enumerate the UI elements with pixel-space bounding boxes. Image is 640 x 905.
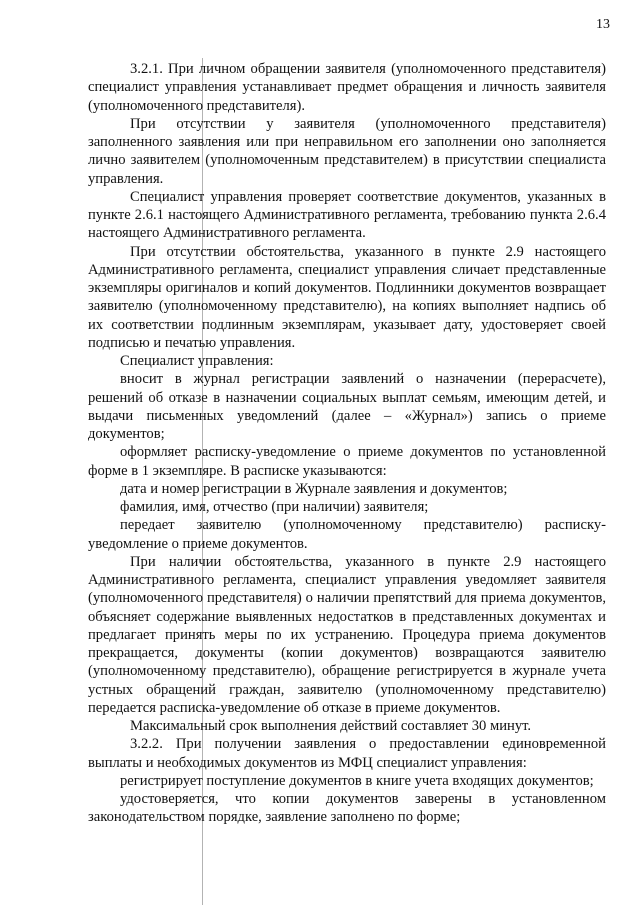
list-item-full-name: фамилия, имя, отчество (при наличии) заявителя; [120,499,429,515]
paragraph-obstacle: При наличии обстоятельства, указанного в пункте 2.9 настоящего Административного регламента, специалист управления уведомляет заявителя (уполномоченного представителя) о наличии препятствий для приема документов, объясняет содержание выявленных недостатков в представленных документах и предлагает принять меры по их устранению. Процедура приема документов прекращается, документы (копии документов) возвращаются заявителю (уполномоченному представителю), обращение регистрируется в журнале учета устных обращений граждан, заявителю (уполномоченному представителю) передается расписка-уведомление об отказе в приеме документов. [88,553,606,716]
list-item-verify-copies: удостоверяется, что копии документов заверены в установленном законодательством порядке, заявление заполнено по форме; [88,791,606,826]
paragraph-compare-originals: При отсутствии обстоятельства, указанного в пункте 2.9 настоящего Административного регламента, специалист управления сличает представленные экземпляры оригиналов и копий документов. Подлинники документов возвращает заявителю (уполномоченному представителю), на копиях выполняет надпись об их соответствии подлинным экземплярам, указывает дату, удостоверяет своей подписью и печатью управления. [88,243,606,351]
list-item-register-incoming: регистрирует поступление документов в книге учета входящих документов; [120,772,594,789]
paragraph-3-2-2: 3.2.2. При получении заявления о предоставлении единовременной выплаты и необходимых документов из МФЦ специалист управления: [88,736,606,771]
paragraph-3-2-1: 3.2.1. При личном обращении заявителя (уполномоченного представителя) специалист управления устанавливает предмет обращения и личность заявителя (уполномоченного представителя). [88,61,606,114]
list-item-journal-entry: вносит в журнал регистрации заявлений о назначении (перерасчете), решений об отказе в назначении социальных выплат семьям, имеющим детей, и выдачи письменных уведомлений (далее – «Журнал») запись о приеме документов; [88,371,606,442]
page-number: 13 [596,17,610,32]
paragraph-specialist-heading: Специалист управления: [120,353,274,369]
paragraph-max-time: Максимальный срок выполнения действий составляет 30 минут. [130,718,532,734]
paragraph-document-check: Специалист управления проверяет соответствие документов, указанных в пункте 2.6.1 настоящего Административного регламента, требованию пункта 2.6.4 настоящего Административного регламента. [88,188,606,242]
paragraph-absent-application: При отсутствии у заявителя (уполномоченного представителя) заполненного заявления или при неправильном его заполнении оно заполняется лично заявителем (уполномоченным представителем) в присутствии специалиста управления. [88,115,606,187]
list-item-hand-over: передает заявителю (уполномоченному представителю) расписку-уведомление о приеме документов. [88,517,606,552]
document-body [88,60,606,827]
list-item-date-number: дата и номер регистрации в Журнале заявления и документов; [120,480,508,497]
list-item-receipt: оформляет расписку-уведомление о приеме документов по установленной форме в 1 экземпляре. В расписке указываются: [88,444,606,479]
